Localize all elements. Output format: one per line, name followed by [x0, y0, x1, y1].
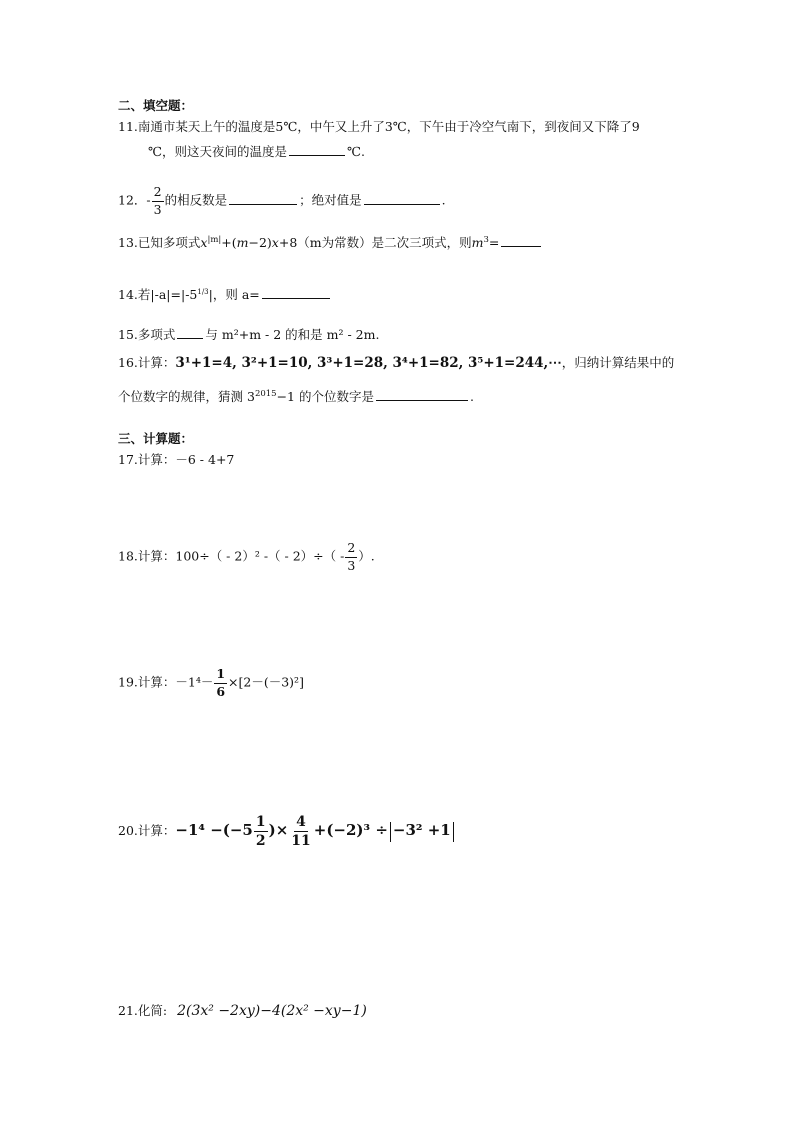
math-equals: =	[488, 235, 500, 250]
question-20-part2: )×	[268, 821, 289, 839]
question-18-prefix: 18.计算：100÷（ - 2）² -（ - 2）÷（ -	[118, 548, 345, 564]
question-20-prefix: 20.计算：	[118, 823, 176, 838]
exponent-2015: 2015	[254, 388, 277, 399]
question-16-line2-a: 个位数字的规律，猜测 3	[118, 389, 255, 404]
question-19-prefix: 19.计算：－1⁴－	[118, 674, 214, 690]
question-17	[118, 451, 234, 469]
question-13-prefix: 13.已知多项式	[118, 235, 201, 250]
answer-blank-14[interactable]	[262, 284, 330, 299]
fraction-denominator: 3	[347, 557, 356, 573]
question-14-prefix: 14.若	[118, 287, 151, 302]
answer-blank-16[interactable]	[376, 386, 468, 401]
question-11-text-a: 11.南通市某天上午的温度是5℃，中午又上升了3℃，下午由于冷空气南下，到夜间又下降了9	[118, 119, 640, 134]
question-15-prefix: 15.多项式	[118, 327, 176, 342]
fraction-denominator: 3	[153, 201, 162, 217]
math-equals: =	[170, 287, 181, 302]
question-12-mid: 的相反数是	[164, 192, 228, 208]
abs-neg-a: |-a|	[150, 287, 171, 302]
question-11-line-2	[148, 141, 365, 161]
question-12-end: .	[441, 192, 446, 208]
question-17-text: 17.计算：－6 - 4+7	[118, 452, 235, 467]
fraction-denominator: 11	[291, 833, 311, 849]
question-20-part3: +(−2)³ ÷	[313, 821, 388, 839]
question-12-prefix: 12．-	[118, 192, 151, 208]
abs-neg-five-pre: |-5	[180, 287, 198, 302]
answer-blank-12-abs[interactable]	[364, 190, 440, 205]
question-15	[118, 324, 379, 344]
fraction-two-thirds	[152, 186, 164, 216]
question-16-line-1	[118, 354, 674, 372]
question-15-suffix: 与 m²+m - 2 的和是 m² - 2m.	[205, 327, 380, 342]
question-11-line-1	[118, 118, 640, 136]
question-19	[118, 668, 304, 698]
fraction-denominator: 2	[255, 833, 266, 849]
exponent-abs-m: |m|	[207, 234, 222, 245]
section-heading-calculation	[118, 430, 193, 448]
math-m-cubed-base: m	[471, 235, 484, 250]
fraction-numerator: 1	[255, 814, 266, 830]
question-12	[118, 186, 446, 216]
exponent-three: 3	[483, 234, 489, 245]
answer-blank-12-opposite[interactable]	[229, 190, 297, 205]
mixed-fraction-third: 1/3	[197, 287, 209, 296]
question-13	[118, 232, 543, 252]
question-12-sep: ；绝对值是	[299, 192, 362, 208]
answer-blank-11[interactable]	[289, 141, 345, 156]
math-x: x	[200, 235, 208, 250]
fraction-one-sixth	[214, 668, 227, 698]
question-16-formula: 3¹+1=4, 3²+1=10, 3³+1=28, 3⁴+1=82, 3⁵+1=244,⋯	[175, 355, 562, 371]
question-14	[118, 284, 332, 304]
question-16-line2-b: −1 的个位数字是	[276, 389, 374, 404]
answer-blank-13[interactable]	[501, 232, 541, 247]
question-19-suffix: ×[2－(－3)²]	[228, 674, 304, 690]
section-calc-title: 三、计算题：	[118, 431, 194, 446]
abs-bar-right	[453, 822, 454, 842]
math-minus-two: −2)	[248, 235, 272, 250]
fraction-denominator: 6	[216, 683, 226, 699]
question-13-condition: +8（m为常数）是二次三项式，则	[278, 235, 472, 250]
section-heading-fill-in	[118, 97, 193, 115]
section-fill-title: 二、填空题：	[118, 98, 194, 113]
abs-close: |	[208, 287, 213, 302]
fraction-two-thirds	[345, 542, 357, 572]
question-16-tail: ，归纳计算结果中的	[561, 355, 675, 370]
question-21-prefix: 21.化简:	[118, 1003, 168, 1018]
question-16-prefix: 16.计算：	[118, 355, 176, 370]
question-20-part1: −1⁴ −(−5	[175, 821, 253, 839]
question-20-abs-inner: −3² +1	[392, 821, 451, 839]
fraction-four-elevenths	[289, 815, 312, 848]
question-18-suffix: ）.	[358, 548, 375, 564]
answer-blank-15[interactable]	[177, 324, 203, 339]
question-21	[118, 1002, 367, 1020]
question-11-text-b: ℃，则这天夜间的温度是	[148, 144, 287, 159]
math-m: m	[236, 235, 249, 250]
math-plus-paren: +(	[221, 235, 237, 250]
question-18	[118, 542, 375, 572]
fraction-numerator: 2	[345, 542, 357, 558]
question-11-text-c: ℃.	[346, 144, 365, 159]
fraction-numerator: 2	[152, 186, 164, 202]
question-16-line-2	[118, 386, 474, 406]
question-21-expression: 2(3x² −2xy)−4(2x² −xy−1)	[177, 1003, 367, 1019]
question-14-suffix: ，则 a=	[212, 287, 260, 302]
math-x2: x	[271, 235, 279, 250]
abs-bar-left	[390, 822, 391, 842]
fraction-numerator: 1	[214, 668, 227, 684]
fraction-numerator: 4	[296, 814, 306, 830]
fraction-one-half	[254, 815, 268, 848]
question-20	[118, 815, 456, 848]
question-16-end: .	[469, 389, 474, 404]
